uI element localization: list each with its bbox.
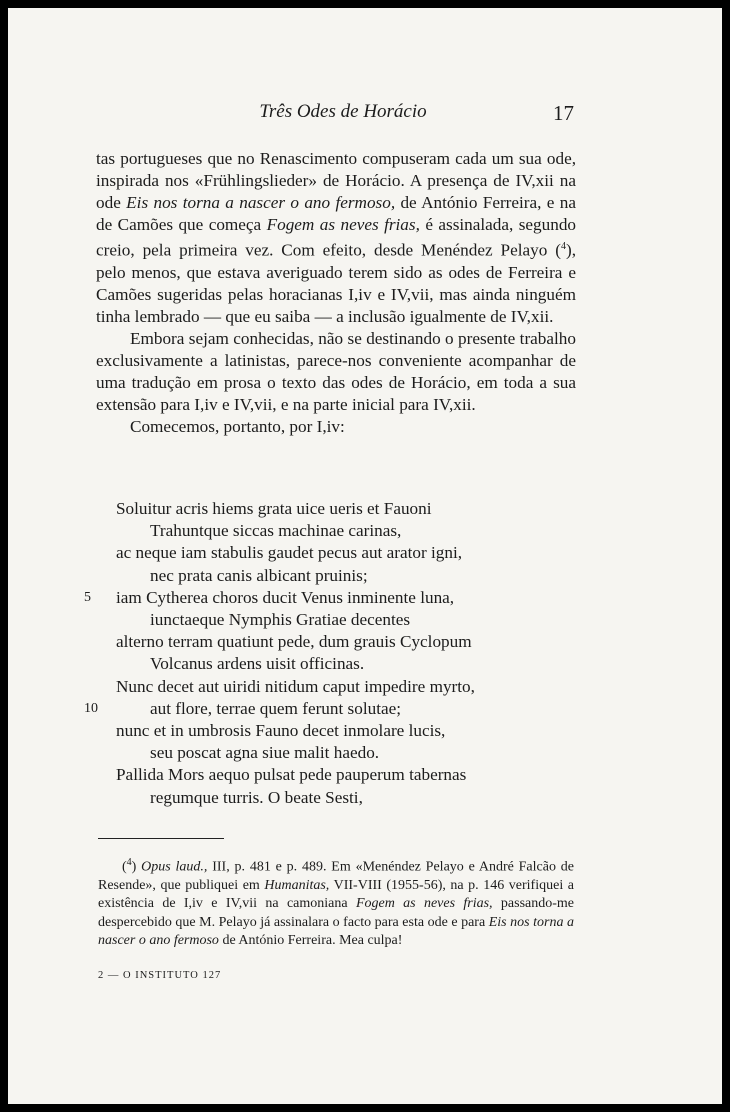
book-page <box>8 8 722 1104</box>
text-run: de António Ferreira. Mea culpa! <box>218 933 403 949</box>
ode-title-camoes: Fogem as neves frias, <box>266 215 420 234</box>
journal-title: Humanitas, <box>264 878 330 894</box>
verse-text: iunctaeque Nymphis Gratiae decentes <box>150 610 411 630</box>
verse-text: Trahuntque siccas machinae carinas, <box>150 521 402 541</box>
text-run: Opus laud., <box>141 859 208 875</box>
footnote-reference: 4 <box>560 241 566 252</box>
text-run: passando-me despercebido que M. Pelayo já assinalara o facto para esta ode e para <box>98 896 574 930</box>
verse-text: Volcanus ardens uisit officinas. <box>150 654 365 674</box>
verse-line <box>84 520 554 542</box>
paragraph-2: Embora sejam conhecidas, não se destinando o presente trabalho exclusivamente a latinistas, parece-nos conveniente acompanhar de uma tradução em prosa o texto das odes de Horácio, em toda a sua extensão para I,iv e IV,vii, e na parte inicial para IV,xii. <box>96 328 576 414</box>
verse-line <box>84 787 554 809</box>
paragraph-3: Comecemos, portanto, por I,iv: <box>130 416 345 436</box>
verse-text: regumque turris. O beate Sesti, <box>150 787 363 807</box>
running-title: Três Odes de Horácio <box>259 101 427 122</box>
verse-line <box>84 698 554 720</box>
ode-title-ferreira: Eis nos torna a nascer o ano fermoso, <box>126 193 396 212</box>
verse-text: ac neque iam stabulis gaudet pecus aut arator igni, <box>116 543 463 563</box>
verse-line <box>84 498 554 520</box>
verse-line <box>84 609 554 631</box>
footnote-marker: 4 <box>126 857 132 868</box>
verse-text: iam Cytherea choros ducit Venus inminente luna, <box>116 587 455 607</box>
verse-line <box>84 764 554 786</box>
verse-text: Pallida Mors aequo pulsat pede pauperum tabernas <box>116 765 467 785</box>
verse-line <box>84 631 554 653</box>
verse-text: Soluitur acris hiems grata uice ueris et Fauoni <box>116 499 432 518</box>
footnote-text: ($^4$) Opus laud., III, p. 481 e p. 489. Em «Menéndez Pelayo e André Falcão de Resende», que publiquei em Humanitas, VII-VIII (1955-56), na p. 146 verifiquei a existência de I,iv e IV,vii na camoniana Fogem as neves frias, passando-me despercebido que M. Pelayo já assinalara o facto para esta ode e para Eis nos torna a nascer o ano fermoso de António Ferreira. Mea culpa! <box>98 857 574 949</box>
line-number: 10 <box>84 700 98 716</box>
verse-line <box>84 653 554 675</box>
text-run: é assinalada, segundo creio, pela primeira vez. Com efeito, desde Menéndez Pelayo ( <box>96 215 577 260</box>
text-run: de António Ferreira, e na de Camões que começa <box>96 193 576 234</box>
ode-title-camoes: Fogem as neves frias, <box>355 896 493 912</box>
verse-text: seu poscat agna siue malit haedo. <box>150 743 380 763</box>
text-run: ), pelo menos, que estava averiguado terem sido as odes de Ferreira e Camões sugeridas pelas horacianas I,iv e IV,vii, mas ainda ninguém tinha lembrado — que eu saiba — a inclusão igualmente de IV,xii. <box>96 240 576 326</box>
verse-line <box>84 742 554 764</box>
text-run: tas portugueses que no Renascimento compuseram cada um sua ode, inspirada nos «Frühlingslieder» de Horácio. A presença de IV,xii na ode <box>96 149 576 212</box>
verse-text: Nunc decet aut uiridi nitidum caput impedire myrto, <box>116 676 475 696</box>
verse-text: nec prata canis albicant pruinis; <box>150 565 368 585</box>
verse-line <box>84 676 554 698</box>
footnote-divider <box>98 838 224 839</box>
verse-text: alterno terram quatiunt pede, dum grauis Cyclopum <box>116 632 472 652</box>
verse-line <box>84 720 554 742</box>
ode-title-ferreira: Eis nos torna a nascer o ano fermoso <box>98 914 574 949</box>
paragraph-1 <box>96 148 576 328</box>
verse-line <box>84 565 554 587</box>
printer-signature: 2 — O INSTITUTO 127 <box>98 970 222 981</box>
body-text <box>96 148 576 438</box>
verse-line <box>84 542 554 564</box>
latin-poem <box>84 498 554 809</box>
verse-line <box>84 587 554 609</box>
text-run: VII-VIII (1955-56), na p. 146 verifiquei a existência de I,iv e IV,vii na camoniana <box>98 878 574 912</box>
verse-text: aut flore, terrae quem ferunt solutae; <box>150 698 402 718</box>
verse-text: nunc et in umbrosis Fauno decet inmolare lucis, <box>116 721 446 741</box>
page-number: 17 <box>553 101 574 125</box>
line-number: 5 <box>84 589 91 605</box>
footnote <box>98 854 574 951</box>
text-run: III, p. 481 e p. 489. Em «Menéndez Pelayo e André Falcão de Resende», que publiquei em <box>98 859 574 894</box>
